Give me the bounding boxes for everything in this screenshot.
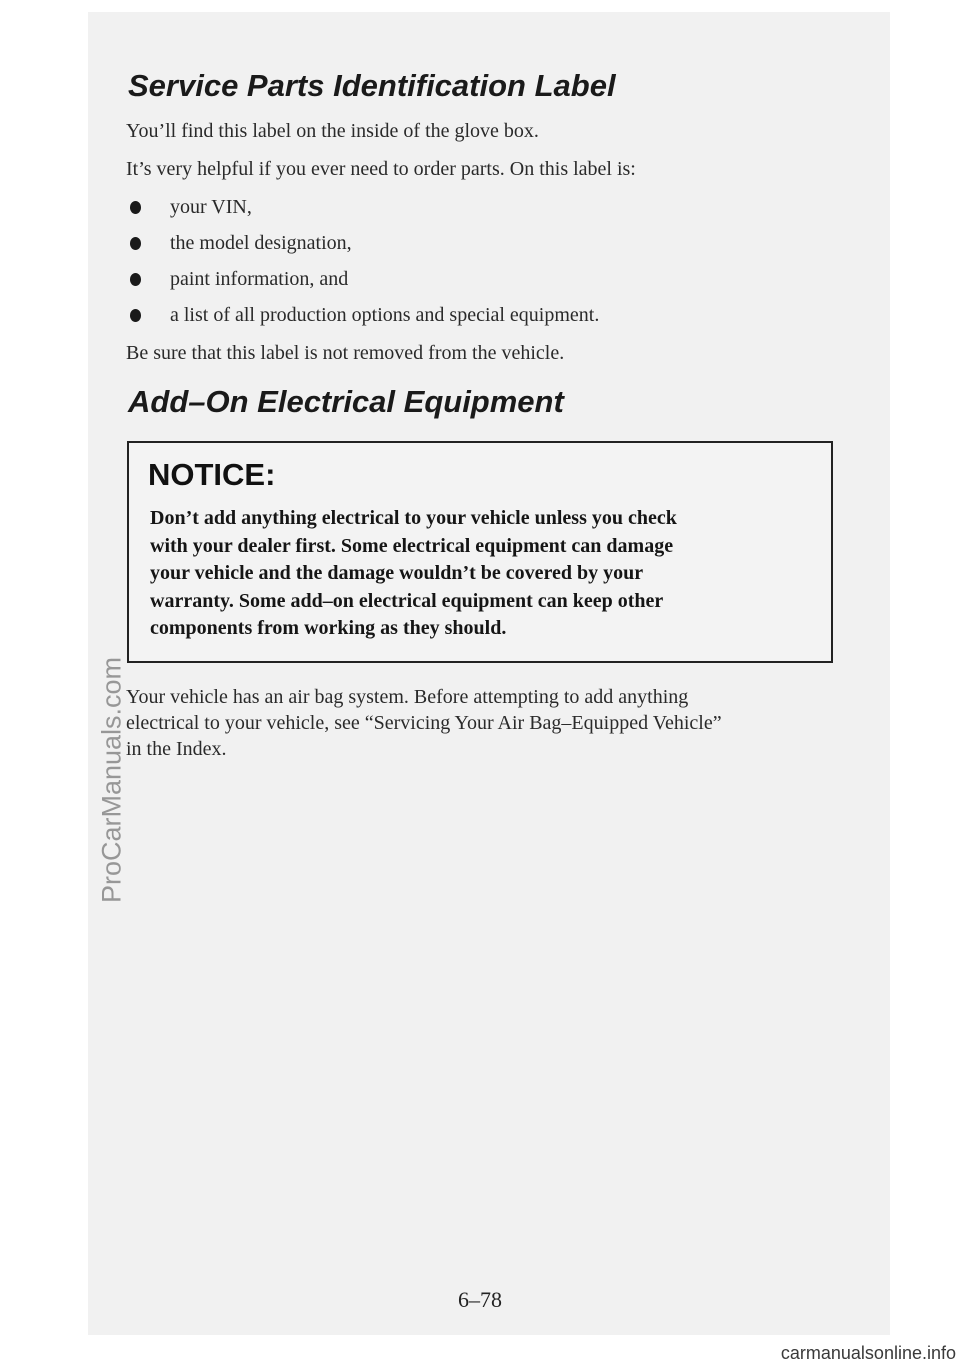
notice-line: components from working as they should.: [150, 617, 507, 639]
notice-line: your vehicle and the damage wouldn’t be covered by your: [150, 562, 644, 584]
list-item: [128, 192, 599, 228]
list-item-text: paint information, and: [170, 268, 349, 290]
paragraph-line: in the Index.: [126, 738, 227, 760]
bottom-watermark: carmanualsonline.info: [780, 1343, 956, 1363]
list-item-text: your VIN,: [170, 196, 252, 218]
notice-line: Don’t add anything electrical to your vehicle unless you check: [150, 507, 677, 529]
paragraph-label-not-removed: Be sure that this label is not removed from the vehicle.: [126, 342, 565, 364]
section-title-add-on-electrical: Add–On Electrical Equipment: [128, 384, 564, 419]
list-item: [128, 228, 599, 264]
paragraph-line: electrical to your vehicle, see “Servicing Your Air Bag–Equipped Vehicle”: [126, 712, 722, 734]
notice-line: with your dealer first. Some electrical equipment can damage: [150, 534, 674, 557]
bullet-icon: [130, 273, 141, 286]
page-number: 6–78: [458, 1287, 502, 1312]
paragraph-order-parts: It’s very helpful if you ever need to order parts. On this label is:: [126, 158, 636, 180]
paragraph-glove-box: You’ll find this label on the inside of the glove box.: [126, 120, 539, 142]
notice-text: [150, 505, 810, 643]
list-item: [128, 300, 599, 336]
bullet-icon: [130, 309, 141, 322]
bullet-icon: [130, 237, 141, 250]
paragraph-line: Your vehicle has an air bag system. Before attempting to add anything: [126, 686, 689, 708]
label-contents-list: [128, 192, 599, 336]
bullet-icon: [130, 201, 141, 214]
list-item: [128, 264, 599, 300]
side-watermark: ProCarManuals.com: [96, 656, 127, 904]
notice-line: warranty. Some add–on electrical equipment can keep other: [150, 589, 664, 612]
notice-box: [127, 441, 833, 663]
notice-heading: NOTICE:: [148, 457, 276, 492]
list-item-text: a list of all production options and special equipment.: [170, 304, 600, 326]
paragraph-air-bag: [126, 684, 722, 762]
list-item-text: the model designation,: [170, 232, 352, 254]
section-title-service-parts: Service Parts Identification Label: [128, 68, 616, 103]
